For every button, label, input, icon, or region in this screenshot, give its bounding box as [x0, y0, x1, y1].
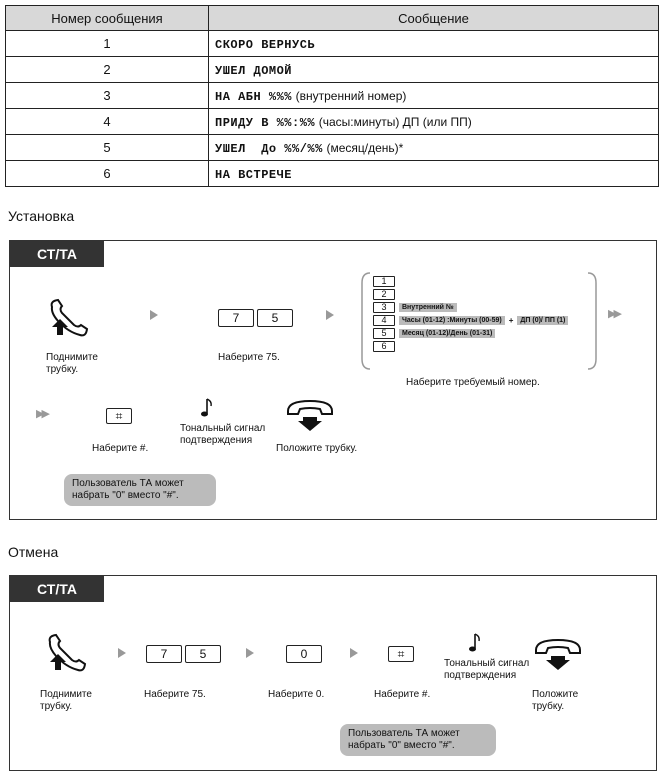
column-header-number: Номер сообщения — [6, 6, 209, 31]
row-message — [209, 109, 659, 135]
arrow-right-icon — [246, 648, 254, 658]
handset-lift-icon — [46, 297, 96, 339]
arrow-right-icon — [150, 310, 158, 320]
option-3-text: Внутренний № — [399, 303, 457, 312]
message-text: УШЕЛ До %%/%% — [215, 141, 323, 156]
option-5-text: Месяц (01-12)/День (01-31) — [399, 329, 495, 338]
row-message — [209, 57, 659, 83]
music-note-icon — [468, 632, 484, 654]
option-5 — [373, 328, 495, 339]
handset-hangup-icon — [284, 397, 336, 433]
step-hash-label: Наберите #. — [374, 689, 431, 700]
step-hangup-label: Положите трубку. — [276, 443, 358, 454]
key-7: 7 — [146, 645, 182, 663]
tone-label: Тональный сигнал подтверждения — [180, 423, 266, 446]
row-message — [209, 135, 659, 161]
message-text: СКОРО ВЕРНУСЬ — [215, 37, 316, 52]
option-1 — [373, 276, 395, 287]
step-hangup-label: Положите трубку. — [532, 689, 579, 712]
cancel-panel — [9, 575, 657, 771]
tip-bubble: Пользователь ТА может набрать "0" вместо "#". — [64, 474, 216, 506]
row-number: 2 — [6, 57, 209, 83]
row-number: 4 — [6, 109, 209, 135]
tone-label: Тональный сигнал подтверждения — [444, 658, 530, 681]
device-tag: СТ/ТА — [10, 241, 104, 267]
music-note-icon — [200, 397, 216, 419]
arrow-right-icon — [326, 310, 334, 320]
key-group-75 — [218, 309, 293, 327]
tip-bubble: Пользователь ТА может набрать "0" вместо "#". — [340, 724, 496, 756]
message-note: (внутренний номер) — [295, 88, 407, 103]
option-4 — [373, 315, 568, 326]
table-row — [6, 83, 659, 109]
hash-key: ⌗ — [388, 646, 414, 662]
message-table — [5, 5, 659, 187]
row-message — [209, 31, 659, 57]
key-6: 6 — [373, 341, 395, 352]
message-text: УШЕЛ ДОМОЙ — [215, 63, 293, 78]
arrow-right-icon — [350, 648, 358, 658]
step-dial75-label: Наберите 75. — [144, 689, 206, 700]
option-2 — [373, 289, 395, 300]
key-group-0 — [286, 645, 322, 663]
step-hash-label: Наберите #. — [92, 443, 149, 454]
key-0: 0 — [286, 645, 322, 663]
setup-panel — [9, 240, 657, 520]
key-5: 5 — [373, 328, 395, 339]
hash-key: ⌗ — [106, 408, 132, 424]
key-7: 7 — [218, 309, 254, 327]
step-lift-label: Поднимите трубку. — [46, 352, 98, 375]
key-1: 1 — [373, 276, 395, 287]
table-row — [6, 57, 659, 83]
message-note: (месяц/день)* — [326, 140, 404, 155]
message-text: НА АБН %%% — [215, 89, 293, 104]
setup-title: Установка — [8, 208, 75, 224]
double-arrow-icon: ▶▶ — [36, 408, 47, 420]
table-row — [6, 31, 659, 57]
key-3: 3 — [373, 302, 395, 313]
plus-sign: + — [508, 316, 514, 325]
option-4-text-b: ДП (0)/ ПП (1) — [517, 316, 568, 325]
key-5: 5 — [185, 645, 221, 663]
column-header-message: Сообщение — [209, 6, 659, 31]
option-6 — [373, 341, 395, 352]
handset-hangup-icon — [532, 636, 584, 672]
step-lift-label: Поднимите трубку. — [40, 689, 92, 712]
table-row — [6, 109, 659, 135]
key-group-75 — [146, 645, 221, 663]
row-number: 5 — [6, 135, 209, 161]
key-2: 2 — [373, 289, 395, 300]
option-3 — [373, 302, 457, 313]
row-number: 1 — [6, 31, 209, 57]
table-row — [6, 161, 659, 187]
message-text: НА ВСТРЕЧЕ — [215, 167, 293, 182]
double-arrow-icon: ▶▶ — [608, 308, 619, 320]
device-tag: СТ/ТА — [10, 576, 104, 602]
step-dial0-label: Наберите 0. — [268, 689, 325, 700]
table-header-row — [6, 6, 659, 31]
message-text: ПРИДУ В %%:%% — [215, 115, 316, 130]
table-row — [6, 135, 659, 161]
step-select-label: Наберите требуемый номер. — [406, 377, 540, 388]
key-4: 4 — [373, 315, 395, 326]
row-number: 6 — [6, 161, 209, 187]
option-4-text-a: Часы (01-12) :Минуты (00-59) — [399, 316, 505, 325]
cancel-title: Отмена — [8, 544, 59, 560]
handset-lift-icon — [44, 632, 94, 674]
step-dial75-label: Наберите 75. — [218, 352, 280, 363]
key-5: 5 — [257, 309, 293, 327]
row-number: 3 — [6, 83, 209, 109]
row-message — [209, 161, 659, 187]
message-note: (часы:минуты) ДП (или ПП) — [318, 114, 472, 129]
arrow-right-icon — [118, 648, 126, 658]
row-message — [209, 83, 659, 109]
